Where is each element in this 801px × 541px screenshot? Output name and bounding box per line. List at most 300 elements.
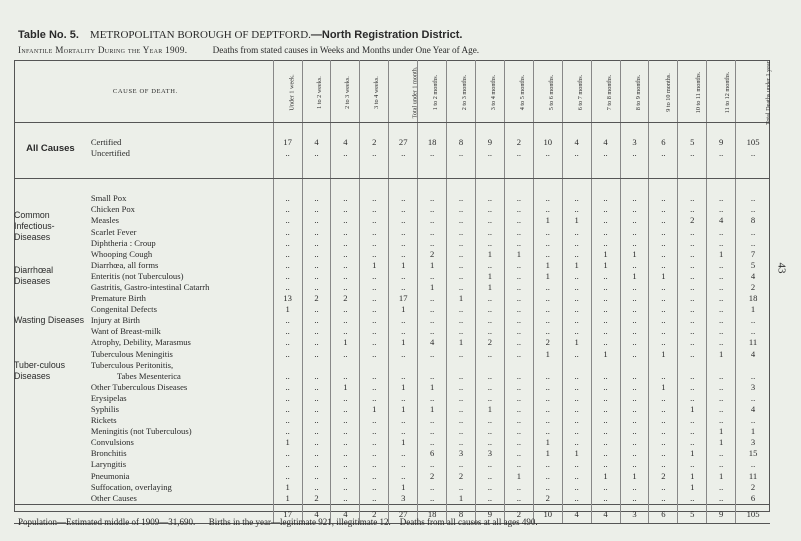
value-cell: 3 bbox=[736, 382, 770, 393]
value-cell: 105 bbox=[736, 137, 770, 148]
value-cell: .. bbox=[273, 282, 302, 293]
group-label: Tuber-culous Diseases bbox=[14, 359, 66, 381]
cause-label bbox=[87, 482, 273, 493]
value-cell: .. bbox=[562, 404, 591, 415]
cause-label bbox=[87, 349, 273, 360]
spacer-row bbox=[14, 159, 770, 179]
value-cell: .. bbox=[562, 326, 591, 337]
value-cell: .. bbox=[302, 271, 331, 282]
value-cell: .. bbox=[707, 371, 736, 382]
value-cell: .. bbox=[533, 204, 562, 215]
value-cell: 2 bbox=[418, 471, 447, 482]
value-cell: .. bbox=[591, 426, 620, 437]
value-cell: .. bbox=[678, 337, 707, 348]
cause-label bbox=[87, 226, 273, 237]
value-cell: .. bbox=[707, 482, 736, 493]
value-cell: .. bbox=[504, 448, 533, 459]
value-cell bbox=[591, 360, 620, 371]
value-cell: .. bbox=[360, 393, 389, 404]
value-cell: .. bbox=[533, 404, 562, 415]
value-cell: .. bbox=[620, 148, 649, 159]
value-cell: .. bbox=[678, 282, 707, 293]
value-cell: .. bbox=[447, 282, 476, 293]
value-cell: .. bbox=[533, 471, 562, 482]
value-cell: .. bbox=[562, 437, 591, 448]
value-cell: .. bbox=[475, 304, 504, 315]
cause-label bbox=[87, 459, 273, 470]
value-cell: .. bbox=[331, 315, 360, 326]
table-row bbox=[14, 349, 770, 360]
value-cell: .. bbox=[273, 193, 302, 204]
value-cell: .. bbox=[475, 315, 504, 326]
value-cell: 2 bbox=[447, 471, 476, 482]
cause-label bbox=[87, 260, 273, 271]
value-cell: 3 bbox=[475, 448, 504, 459]
cause-text: Erysipelas bbox=[90, 392, 127, 403]
cause-label bbox=[87, 426, 273, 437]
value-cell: .. bbox=[418, 415, 447, 426]
value-cell: .. bbox=[707, 415, 736, 426]
cause-label bbox=[87, 249, 273, 260]
table-row bbox=[14, 437, 770, 448]
cause-text: Whooping Cough bbox=[90, 248, 153, 259]
table-number: Table No. 5. bbox=[18, 29, 79, 41]
cause-label bbox=[87, 471, 273, 482]
value-cell: .. bbox=[678, 204, 707, 215]
value-cell: 1 bbox=[591, 249, 620, 260]
value-cell: .. bbox=[302, 426, 331, 437]
value-cell: .. bbox=[649, 204, 678, 215]
value-cell: .. bbox=[678, 304, 707, 315]
value-cell: .. bbox=[273, 238, 302, 249]
value-cell: .. bbox=[620, 304, 649, 315]
value-cell: .. bbox=[331, 437, 360, 448]
value-cell: .. bbox=[736, 193, 770, 204]
value-cell: .. bbox=[389, 471, 418, 482]
value-cell: .. bbox=[389, 448, 418, 459]
value-cell: .. bbox=[504, 193, 533, 204]
value-cell: .. bbox=[562, 315, 591, 326]
value-cell: .. bbox=[620, 459, 649, 470]
value-cell: .. bbox=[533, 393, 562, 404]
value-cell: 9 bbox=[475, 504, 504, 523]
value-cell: .. bbox=[678, 293, 707, 304]
cause-label bbox=[87, 493, 273, 505]
cause-label bbox=[87, 415, 273, 426]
value-cell: .. bbox=[649, 426, 678, 437]
value-cell: .. bbox=[504, 415, 533, 426]
value-cell: .. bbox=[418, 315, 447, 326]
value-cell bbox=[389, 360, 418, 371]
value-cell: 1 bbox=[389, 382, 418, 393]
value-cell: .. bbox=[678, 238, 707, 249]
value-cell: .. bbox=[504, 315, 533, 326]
column-header bbox=[475, 60, 504, 123]
value-cell: .. bbox=[649, 337, 678, 348]
value-cell: .. bbox=[649, 482, 678, 493]
table-title bbox=[18, 29, 462, 41]
value-cell: .. bbox=[504, 482, 533, 493]
cause-header: CAUSE OF DEATH. bbox=[14, 60, 273, 123]
cause-text: Scarlet Fever bbox=[90, 226, 137, 237]
value-cell: .. bbox=[707, 493, 736, 505]
cause-text: Syphilis bbox=[90, 404, 119, 415]
column-header bbox=[736, 59, 773, 126]
value-cell: .. bbox=[591, 148, 620, 159]
value-cell: 11 bbox=[736, 337, 770, 348]
value-cell: .. bbox=[302, 371, 331, 382]
value-cell: .. bbox=[591, 215, 620, 226]
value-cell: 1 bbox=[273, 437, 302, 448]
cause-label bbox=[87, 148, 273, 159]
value-cell: .. bbox=[620, 326, 649, 337]
value-cell: .. bbox=[302, 282, 331, 293]
value-cell: 4 bbox=[562, 504, 591, 523]
value-cell: .. bbox=[533, 315, 562, 326]
value-cell: .. bbox=[475, 215, 504, 226]
column-header bbox=[591, 60, 620, 123]
value-cell: .. bbox=[620, 415, 649, 426]
group-label: Common Infectious-Diseases bbox=[14, 209, 55, 242]
value-cell: 6 bbox=[736, 493, 770, 505]
table-row bbox=[14, 304, 770, 315]
cause-label bbox=[87, 326, 273, 337]
value-cell: .. bbox=[331, 271, 360, 282]
cause-text: Certified bbox=[90, 137, 122, 148]
value-cell: .. bbox=[447, 271, 476, 282]
table-row bbox=[14, 493, 770, 505]
value-cell: .. bbox=[678, 148, 707, 159]
value-cell: .. bbox=[649, 393, 678, 404]
value-cell: .. bbox=[360, 315, 389, 326]
value-cell: .. bbox=[360, 215, 389, 226]
cause-label bbox=[87, 193, 273, 204]
value-cell: .. bbox=[649, 493, 678, 505]
value-cell: .. bbox=[562, 482, 591, 493]
value-cell: 17 bbox=[389, 293, 418, 304]
spacer-row bbox=[14, 179, 770, 194]
value-cell: .. bbox=[331, 393, 360, 404]
cause-label bbox=[87, 215, 273, 226]
value-cell: .. bbox=[620, 448, 649, 459]
value-cell: .. bbox=[360, 459, 389, 470]
value-cell: .. bbox=[389, 349, 418, 360]
value-cell: .. bbox=[331, 282, 360, 293]
value-cell: .. bbox=[273, 326, 302, 337]
column-header-label: 6 to 7 months. bbox=[576, 74, 584, 111]
table-row bbox=[14, 260, 770, 271]
value-cell: .. bbox=[562, 282, 591, 293]
value-cell: .. bbox=[273, 260, 302, 271]
value-cell: .. bbox=[360, 382, 389, 393]
value-cell: 2 bbox=[736, 282, 770, 293]
value-cell: .. bbox=[504, 382, 533, 393]
value-cell: 1 bbox=[504, 249, 533, 260]
value-cell: 105 bbox=[736, 504, 770, 523]
value-cell: .. bbox=[649, 148, 678, 159]
value-cell: .. bbox=[360, 238, 389, 249]
value-cell: .. bbox=[447, 249, 476, 260]
value-cell bbox=[273, 360, 302, 371]
value-cell: .. bbox=[504, 426, 533, 437]
value-cell: 5 bbox=[678, 137, 707, 148]
value-cell: .. bbox=[562, 238, 591, 249]
value-cell: .. bbox=[389, 415, 418, 426]
value-cell: 1 bbox=[475, 249, 504, 260]
value-cell: .. bbox=[649, 371, 678, 382]
cause-text: Congenital Defects bbox=[90, 304, 157, 315]
cause-text: Enteritis (not Tuberculous) bbox=[90, 270, 184, 281]
value-cell: 13 bbox=[273, 293, 302, 304]
table-row bbox=[14, 337, 770, 348]
value-cell bbox=[678, 360, 707, 371]
value-cell: .. bbox=[331, 260, 360, 271]
value-cell: .. bbox=[273, 249, 302, 260]
column-header bbox=[331, 60, 360, 123]
value-cell: 1 bbox=[591, 471, 620, 482]
table-row bbox=[14, 293, 770, 304]
value-cell: .. bbox=[389, 315, 418, 326]
value-cell: .. bbox=[331, 148, 360, 159]
value-cell: .. bbox=[620, 238, 649, 249]
value-cell: .. bbox=[360, 482, 389, 493]
cause-label bbox=[87, 382, 273, 393]
cause-label bbox=[87, 315, 273, 326]
value-cell: .. bbox=[649, 215, 678, 226]
value-cell: .. bbox=[562, 249, 591, 260]
value-cell: .. bbox=[562, 415, 591, 426]
value-cell: .. bbox=[736, 459, 770, 470]
value-cell: .. bbox=[273, 448, 302, 459]
value-cell: 4 bbox=[562, 137, 591, 148]
value-cell: .. bbox=[360, 271, 389, 282]
value-cell: .. bbox=[562, 226, 591, 237]
value-cell: .. bbox=[331, 326, 360, 337]
value-cell: .. bbox=[620, 193, 649, 204]
value-cell: 1 bbox=[418, 282, 447, 293]
value-cell: .. bbox=[273, 426, 302, 437]
value-cell: .. bbox=[360, 426, 389, 437]
value-cell: .. bbox=[591, 382, 620, 393]
table-row bbox=[14, 315, 770, 326]
value-cell bbox=[447, 360, 476, 371]
cause-label bbox=[87, 393, 273, 404]
cause-text: Uncertified bbox=[90, 148, 130, 159]
value-cell: .. bbox=[736, 315, 770, 326]
value-cell: 9 bbox=[707, 137, 736, 148]
value-cell: .. bbox=[447, 482, 476, 493]
value-cell: .. bbox=[302, 315, 331, 326]
value-cell: 5 bbox=[736, 260, 770, 271]
value-cell: .. bbox=[620, 437, 649, 448]
cause-text: Rickets bbox=[90, 415, 117, 426]
value-cell: .. bbox=[360, 371, 389, 382]
value-cell: 5 bbox=[678, 504, 707, 523]
value-cell: .. bbox=[736, 326, 770, 337]
cause-label bbox=[87, 437, 273, 448]
cause-label bbox=[87, 293, 273, 304]
value-cell: .. bbox=[331, 238, 360, 249]
value-cell: 1 bbox=[418, 404, 447, 415]
value-cell: .. bbox=[591, 304, 620, 315]
value-cell: 1 bbox=[331, 337, 360, 348]
value-cell: .. bbox=[447, 260, 476, 271]
column-header bbox=[649, 60, 678, 123]
value-cell: .. bbox=[533, 148, 562, 159]
value-cell: 8 bbox=[736, 215, 770, 226]
table-row bbox=[14, 371, 770, 382]
value-cell: .. bbox=[504, 371, 533, 382]
value-cell: .. bbox=[562, 471, 591, 482]
value-cell: .. bbox=[447, 349, 476, 360]
value-cell: 1 bbox=[447, 293, 476, 304]
value-cell: 7 bbox=[736, 249, 770, 260]
cause-label bbox=[87, 404, 273, 415]
value-cell: 2 bbox=[504, 504, 533, 523]
value-cell: 1 bbox=[678, 404, 707, 415]
value-cell: 1 bbox=[649, 382, 678, 393]
value-cell: 17 bbox=[273, 504, 302, 523]
value-cell: .. bbox=[447, 238, 476, 249]
value-cell: .. bbox=[504, 459, 533, 470]
value-cell: .. bbox=[331, 349, 360, 360]
column-header-label: 3 to 4 weeks. bbox=[373, 76, 381, 109]
value-cell: .. bbox=[360, 304, 389, 315]
value-cell: .. bbox=[678, 393, 707, 404]
value-cell: .. bbox=[562, 493, 591, 505]
value-cell bbox=[620, 360, 649, 371]
value-cell: .. bbox=[620, 493, 649, 505]
table-row bbox=[14, 271, 770, 282]
value-cell: .. bbox=[418, 238, 447, 249]
group-label: All Causes bbox=[26, 142, 75, 154]
value-cell: 1 bbox=[620, 249, 649, 260]
value-cell: .. bbox=[533, 326, 562, 337]
value-cell: 11 bbox=[736, 471, 770, 482]
value-cell: .. bbox=[331, 226, 360, 237]
value-cell: .. bbox=[475, 393, 504, 404]
value-cell: 1 bbox=[360, 260, 389, 271]
table-row bbox=[14, 226, 770, 237]
value-cell: .. bbox=[447, 393, 476, 404]
value-cell: 4 bbox=[302, 137, 331, 148]
value-cell: .. bbox=[620, 426, 649, 437]
value-cell: .. bbox=[360, 337, 389, 348]
value-cell: .. bbox=[591, 315, 620, 326]
table-row bbox=[14, 393, 770, 404]
value-cell: .. bbox=[302, 437, 331, 448]
value-cell: 1 bbox=[273, 304, 302, 315]
value-cell: 10 bbox=[533, 504, 562, 523]
value-cell: .. bbox=[389, 238, 418, 249]
table-row bbox=[14, 282, 770, 293]
value-cell: .. bbox=[504, 326, 533, 337]
table-body bbox=[14, 123, 770, 524]
value-cell: .. bbox=[678, 415, 707, 426]
table-row bbox=[14, 459, 770, 470]
value-cell: .. bbox=[620, 404, 649, 415]
value-cell: .. bbox=[620, 226, 649, 237]
value-cell: .. bbox=[504, 393, 533, 404]
value-cell: 1 bbox=[707, 437, 736, 448]
value-cell: 2 bbox=[360, 504, 389, 523]
value-cell: 4 bbox=[736, 404, 770, 415]
cause-text: Want of Breast-milk bbox=[90, 326, 161, 337]
value-cell: .. bbox=[504, 304, 533, 315]
value-cell bbox=[533, 360, 562, 371]
value-cell: .. bbox=[707, 393, 736, 404]
page-number: 43 bbox=[775, 262, 788, 274]
value-cell: .. bbox=[331, 448, 360, 459]
value-cell bbox=[562, 360, 591, 371]
value-cell: .. bbox=[707, 293, 736, 304]
value-cell: 1 bbox=[707, 426, 736, 437]
value-cell: .. bbox=[331, 204, 360, 215]
value-cell: .. bbox=[649, 226, 678, 237]
value-cell: .. bbox=[273, 337, 302, 348]
value-cell: 2 bbox=[302, 293, 331, 304]
value-cell: 17 bbox=[273, 137, 302, 148]
value-cell: .. bbox=[649, 249, 678, 260]
cause-text: Tuberculous Peritonitis, bbox=[90, 359, 174, 370]
column-header-label: 4 to 5 months. bbox=[519, 74, 527, 111]
value-cell: .. bbox=[736, 148, 770, 159]
value-cell: .. bbox=[331, 304, 360, 315]
value-cell: .. bbox=[678, 193, 707, 204]
value-cell: .. bbox=[418, 393, 447, 404]
value-cell: .. bbox=[302, 393, 331, 404]
value-cell: 2 bbox=[736, 482, 770, 493]
value-cell: .. bbox=[620, 282, 649, 293]
value-cell: .. bbox=[273, 226, 302, 237]
table-footer bbox=[18, 517, 538, 527]
value-cell: 15 bbox=[736, 448, 770, 459]
value-cell: .. bbox=[302, 349, 331, 360]
value-cell: .. bbox=[620, 382, 649, 393]
value-cell: 2 bbox=[475, 337, 504, 348]
value-cell: .. bbox=[475, 148, 504, 159]
value-cell: 4 bbox=[736, 271, 770, 282]
value-cell: .. bbox=[533, 293, 562, 304]
value-cell: .. bbox=[273, 371, 302, 382]
value-cell: .. bbox=[678, 382, 707, 393]
value-cell: .. bbox=[707, 337, 736, 348]
table-row bbox=[14, 238, 770, 249]
value-cell: 1 bbox=[389, 404, 418, 415]
value-cell bbox=[504, 360, 533, 371]
value-cell: 6 bbox=[649, 137, 678, 148]
value-cell: .. bbox=[389, 215, 418, 226]
value-cell: .. bbox=[591, 238, 620, 249]
value-cell: .. bbox=[447, 459, 476, 470]
cause-text: Small Pox bbox=[90, 193, 127, 204]
value-cell: .. bbox=[447, 315, 476, 326]
value-cell: .. bbox=[475, 226, 504, 237]
column-header bbox=[504, 60, 533, 123]
value-cell: 4 bbox=[591, 504, 620, 523]
value-cell: .. bbox=[273, 215, 302, 226]
value-cell: .. bbox=[475, 371, 504, 382]
value-cell: .. bbox=[707, 204, 736, 215]
column-header bbox=[620, 60, 649, 123]
value-cell: .. bbox=[707, 193, 736, 204]
value-cell: .. bbox=[418, 215, 447, 226]
value-cell: .. bbox=[360, 193, 389, 204]
value-cell: .. bbox=[389, 271, 418, 282]
value-cell: 1 bbox=[649, 271, 678, 282]
value-cell: 1 bbox=[475, 271, 504, 282]
cause-text: Laryngitis bbox=[90, 459, 127, 470]
